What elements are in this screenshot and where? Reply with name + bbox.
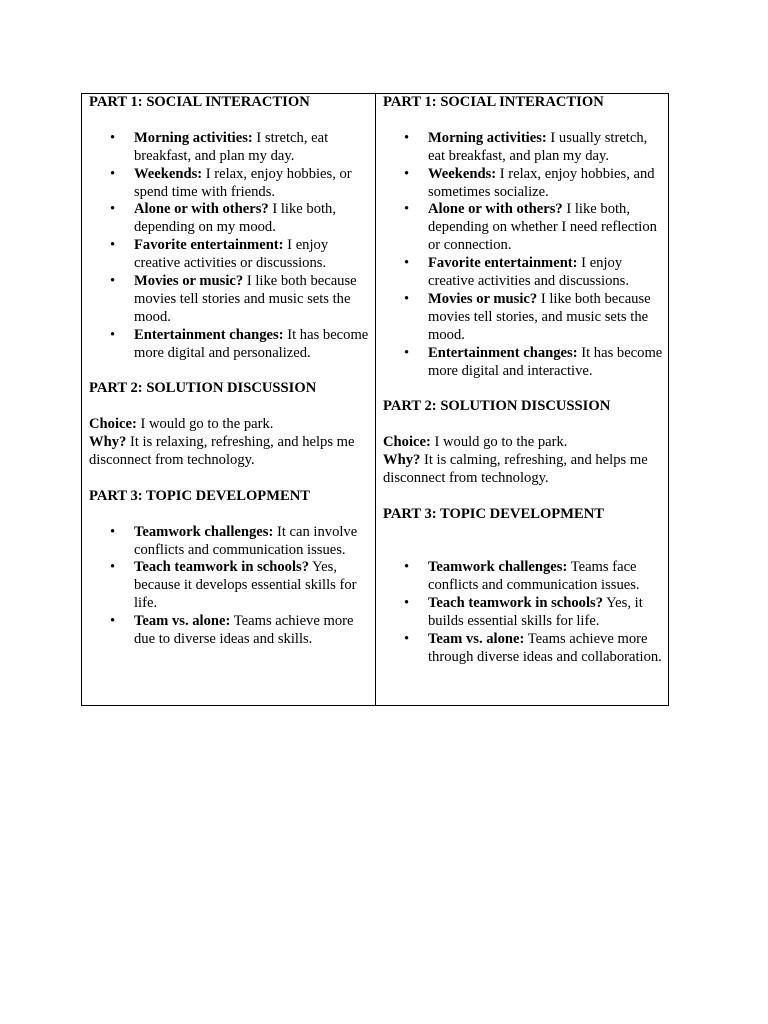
part1-list: [383, 130, 664, 381]
item-label: Teach teamwork in schools?: [428, 595, 603, 612]
item-label: Team vs. alone:: [134, 613, 231, 630]
part2-heading: PART 2: SOLUTION DISCUSSION: [383, 398, 611, 415]
item-text: I enjoy creative activities or discussions.: [134, 237, 329, 272]
list-item: [89, 130, 371, 166]
why-paragraph: [89, 434, 371, 470]
list-item: [89, 166, 371, 202]
choice-label: Choice:: [89, 416, 137, 433]
item-label: Team vs. alone:: [428, 631, 525, 648]
bullet-icon: •: [110, 523, 116, 540]
item-text: It has become more digital and personalized.: [134, 326, 369, 361]
choice-text: I would go to the park.: [430, 434, 568, 451]
item-text: Teams achieve more through diverse ideas and collaboration.: [428, 631, 662, 665]
item-text: I stretch, eat breakfast, and plan my day.: [134, 129, 329, 164]
item-label: Morning activities:: [428, 129, 547, 146]
item-label: Favorite entertainment:: [428, 255, 578, 272]
item-text: I usually stretch, eat breakfast, and plan my day.: [428, 129, 648, 164]
bullet-icon: •: [404, 631, 410, 648]
item-text: I like both because movies tell stories, and music sets the mood.: [428, 290, 651, 343]
bullet-icon: •: [404, 344, 410, 361]
why-label: Why?: [89, 434, 127, 451]
part1-heading: PART 1: SOCIAL INTERACTION: [89, 94, 310, 110]
bullet-icon: •: [110, 559, 116, 576]
item-label: Entertainment changes:: [134, 326, 284, 343]
why-paragraph: [383, 452, 664, 488]
item-text: I relax, enjoy hobbies, and sometimes socialize.: [428, 165, 655, 200]
list-item: [89, 237, 371, 273]
list-item: [89, 201, 371, 237]
part3-heading: PART 3: TOPIC DEVELOPMENT: [383, 505, 604, 522]
list-item: [89, 327, 371, 363]
item-label: Weekends:: [428, 165, 497, 182]
bullet-icon: •: [110, 165, 116, 182]
item-label: Alone or with others?: [428, 201, 563, 218]
item-label: Movies or music?: [134, 273, 244, 290]
choice-paragraph: [89, 416, 371, 434]
bullet-icon: •: [404, 559, 410, 576]
list-item: [383, 291, 664, 345]
item-text: I like both because movies tell stories and music sets the mood.: [134, 273, 357, 325]
part3-list: [89, 524, 371, 649]
choice-text: I would go to the park.: [136, 416, 274, 433]
item-text: I like both, depending on whether I need reflection or connection.: [428, 201, 657, 254]
list-item: [89, 524, 371, 560]
bullet-icon: •: [110, 273, 116, 290]
item-text: I like both, depending on my mood.: [134, 201, 337, 236]
item-label: Alone or with others?: [134, 201, 269, 218]
bullet-icon: •: [110, 201, 116, 218]
item-text: Yes, because it develops essential skills for life.: [134, 559, 357, 612]
bullet-icon: •: [404, 129, 410, 146]
bullet-icon: •: [404, 290, 410, 307]
bullet-icon: •: [110, 237, 116, 254]
item-text: I enjoy creative activities and discussions.: [428, 255, 630, 290]
item-label: Teamwork challenges:: [428, 559, 568, 576]
item-text: Teams achieve more due to diverse ideas and skills.: [134, 613, 354, 648]
part2-heading: PART 2: SOLUTION DISCUSSION: [89, 380, 317, 397]
part1-list: [89, 130, 371, 363]
why-text: It is relaxing, refreshing, and helps me disconnect from technology.: [89, 434, 355, 469]
part3-list: [383, 559, 664, 666]
why-text: It is calming, refreshing, and helps me disconnect from technology.: [383, 452, 648, 486]
list-item: [383, 559, 664, 595]
item-label: Teamwork challenges:: [134, 523, 274, 540]
item-text: It can involve conflicts and communication issues.: [134, 523, 358, 558]
bullet-icon: •: [110, 613, 116, 630]
bullet-icon: •: [404, 255, 410, 272]
choice-paragraph: [383, 434, 664, 452]
bullet-icon: •: [110, 129, 116, 146]
choice-label: Choice:: [383, 434, 431, 451]
list-item: [383, 201, 664, 255]
item-text: It has become more digital and interactive.: [428, 344, 663, 379]
bullet-icon: •: [110, 326, 116, 343]
item-label: Weekends:: [134, 165, 203, 182]
list-item: [89, 559, 371, 613]
list-item: [383, 166, 664, 202]
bullet-icon: •: [404, 165, 410, 182]
item-text: Yes, it builds essential skills for life.: [428, 595, 643, 630]
part1-heading: PART 1: SOCIAL INTERACTION: [383, 94, 604, 110]
list-item: [383, 631, 664, 667]
list-item: [383, 255, 664, 291]
bullet-icon: •: [404, 595, 410, 612]
table-column-right: [376, 94, 668, 705]
list-item: [89, 613, 371, 649]
item-label: Teach teamwork in schools?: [134, 559, 309, 576]
item-label: Favorite entertainment:: [134, 237, 284, 254]
table-column-left: [82, 94, 376, 705]
part3-heading: PART 3: TOPIC DEVELOPMENT: [89, 487, 310, 504]
item-text: I relax, enjoy hobbies, or spend time with friends.: [134, 165, 352, 200]
why-label: Why?: [383, 452, 421, 469]
list-item: [89, 273, 371, 327]
bullet-icon: •: [404, 201, 410, 218]
item-label: Entertainment changes:: [428, 344, 578, 361]
list-item: [383, 130, 664, 166]
list-item: [383, 595, 664, 631]
comparison-table: [81, 93, 669, 706]
item-label: Movies or music?: [428, 290, 538, 307]
item-label: Morning activities:: [134, 129, 253, 146]
list-item: [383, 345, 664, 381]
item-text: Teams face conflicts and communication issues.: [428, 559, 640, 594]
